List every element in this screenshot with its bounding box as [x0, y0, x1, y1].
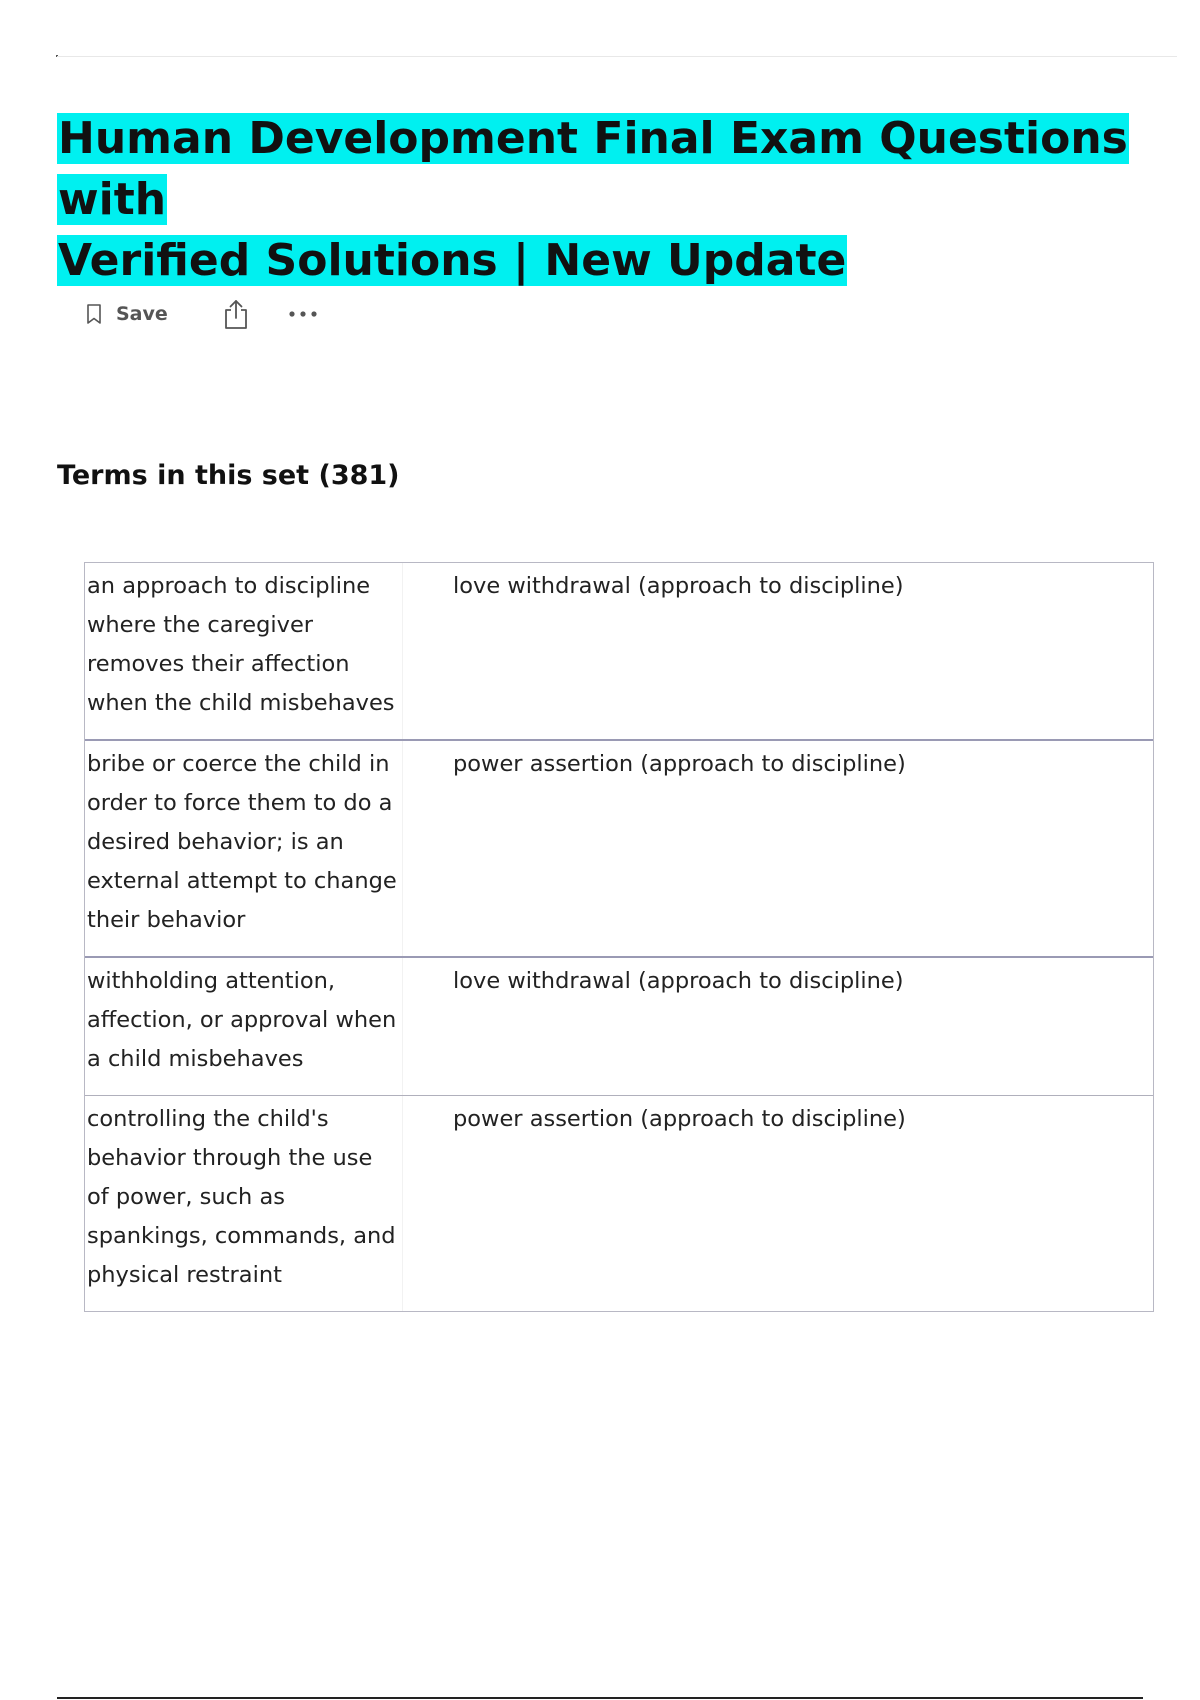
term-row — [85, 563, 1153, 739]
bookmark-icon — [86, 303, 102, 325]
term-definition: controlling the child's behavior through the use of power, such as spankings, commands, and physical restraint — [85, 1096, 403, 1311]
term-definition: withholding attention, affection, or approval when a child misbehaves — [85, 958, 403, 1095]
term-definition: bribe or coerce the child in order to force them to do a desired behavior; is an external attempt to change their behavior — [85, 741, 403, 956]
term-name: power assertion (approach to discipline) — [453, 1106, 906, 1132]
term-name: love withdrawal (approach to discipline) — [453, 573, 904, 599]
more-options-button[interactable] — [288, 310, 318, 318]
term-row — [85, 1095, 1153, 1311]
term-row — [85, 956, 1153, 1095]
share-button[interactable] — [222, 298, 250, 330]
page-title-line-1: Human Development Final Exam Questions with — [58, 113, 1128, 225]
save-button[interactable] — [86, 303, 168, 325]
term-definition: an approach to discipline where the caregiver removes their affection when the child misbehaves — [85, 563, 403, 739]
terms-table — [84, 562, 1154, 1312]
more-horizontal-icon — [288, 310, 318, 318]
top-divider — [57, 56, 1177, 57]
bottom-divider — [57, 1697, 1143, 1699]
save-label: Save — [116, 303, 168, 325]
page-title-line-2: Verified Solutions | New Update — [58, 235, 847, 286]
page-title — [57, 108, 1137, 291]
term-name: love withdrawal (approach to discipline) — [453, 968, 904, 994]
terms-heading: Terms in this set (381) — [57, 460, 400, 491]
term-name: power assertion (approach to discipline) — [453, 751, 906, 777]
share-icon — [222, 298, 250, 330]
term-row — [85, 739, 1153, 956]
set-actions-bar — [86, 296, 318, 332]
